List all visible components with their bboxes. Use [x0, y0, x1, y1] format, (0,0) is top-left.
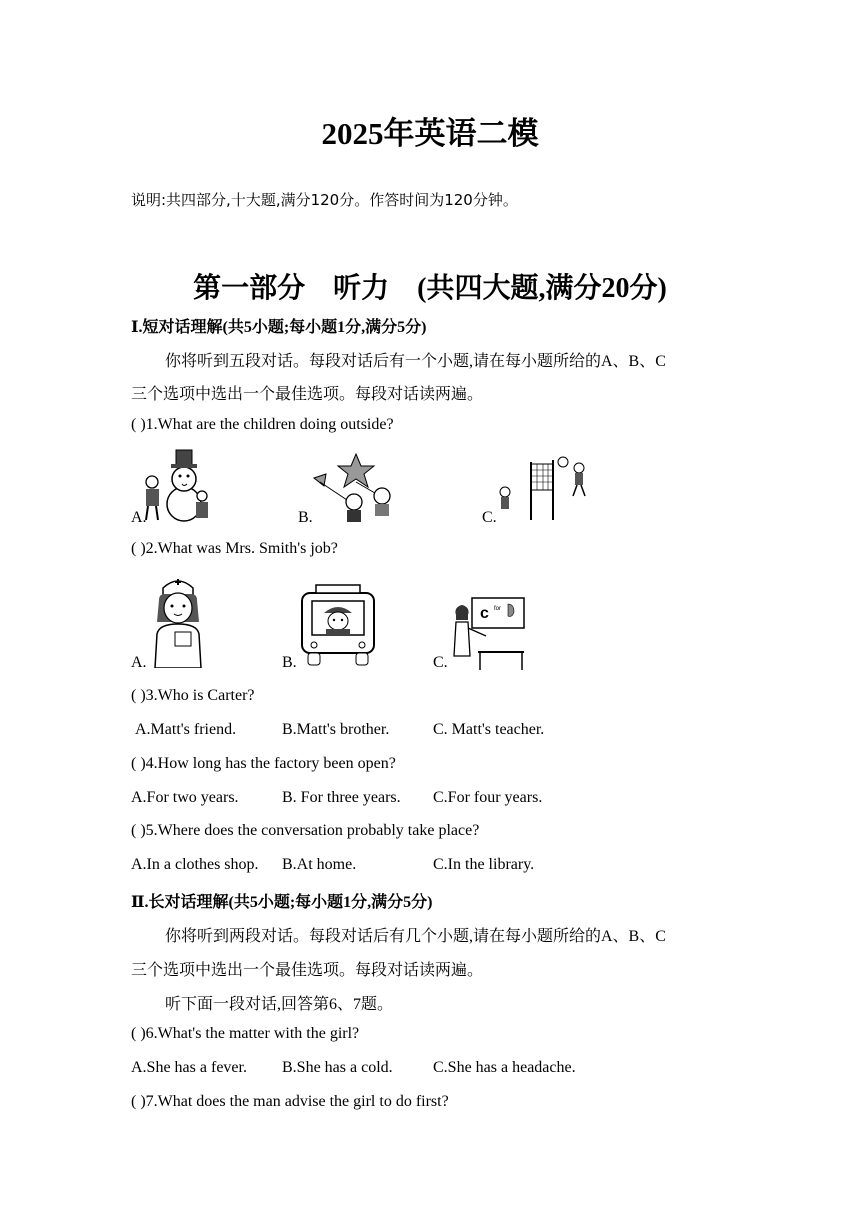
q6-option-c: C.She has a headache. — [433, 1059, 576, 1076]
q5-option-c: C.In the library. — [433, 856, 535, 873]
section-1-intro-line-2: 三个选项中选出一个最佳选项。每段对话读两遍。 — [131, 386, 484, 403]
q4-option-c: C.For four years. — [433, 789, 543, 806]
q2-option-b: B. — [282, 654, 297, 671]
q1-option-c: C. — [482, 509, 497, 526]
part-heading: 第一部分 听力 (共四大题,满分20分) — [193, 273, 667, 304]
q6-option-b: B.She has a cold. — [282, 1059, 393, 1076]
document-title: 2025年英语二模 — [321, 116, 539, 151]
exam-note: 说明:共四部分,十大题,满分120分。作答时间为120分钟。 — [131, 191, 518, 209]
q5-option-b: B.At home. — [282, 856, 357, 873]
question-4: ( )4.How long has the factory been open? — [131, 755, 396, 772]
question-5: ( )5.Where does the conversation probably take place? — [131, 822, 480, 839]
q6-option-a: A.She has a fever. — [131, 1059, 247, 1076]
snowman-picture — [138, 444, 218, 524]
teacher-picture — [446, 596, 526, 670]
section-1-heading: Ⅰ.短对话理解(共5小题;每小题1分,满分5分) — [131, 319, 427, 336]
q2-option-c: C. — [433, 654, 448, 671]
q3-option-a: A.Matt's friend. — [135, 721, 237, 738]
question-7: ( )7.What does the man advise the girl to do first? — [131, 1093, 449, 1110]
volleyball-picture — [495, 452, 595, 524]
q2-option-a: A. — [131, 654, 147, 671]
question-3: ( )3.Who is Carter? — [131, 687, 255, 704]
section-1-intro-line-1: 你将听到五段对话。每段对话后有一个小题,请在每小题所给的A、B、C — [165, 353, 666, 370]
q1-option-b: B. — [298, 509, 313, 526]
bus-driver-picture — [298, 583, 378, 669]
question-2: ( )2.What was Mrs. Smith's job? — [131, 540, 338, 557]
q3-option-b: B.Matt's brother. — [282, 721, 390, 738]
q1-option-a: A. — [131, 509, 147, 526]
section-2-heading: Ⅱ.长对话理解(共5小题;每小题1分,满分5分) — [131, 894, 433, 911]
section-2-intro-line-2: 三个选项中选出一个最佳选项。每段对话读两遍。 — [131, 962, 484, 979]
section-2-intro-line-3: 听下面一段对话,回答第6、7题。 — [165, 996, 394, 1013]
nurse-picture — [145, 572, 211, 668]
q5-option-a: A.In a clothes shop. — [131, 856, 259, 873]
section-2-intro-line-1: 你将听到两段对话。每段对话后有几个小题,请在每小题所给的A、B、C — [165, 928, 666, 945]
q4-option-a: A.For two years. — [131, 789, 239, 806]
kite-picture — [310, 452, 402, 526]
q4-option-b: B. For three years. — [282, 789, 401, 806]
board-letter: c — [480, 605, 489, 622]
question-6: ( )6.What's the matter with the girl? — [131, 1025, 360, 1042]
board-for: for — [494, 606, 502, 612]
question-1: ( )1.What are the children doing outside? — [131, 416, 394, 433]
q3-option-c: C. Matt's teacher. — [433, 721, 545, 738]
